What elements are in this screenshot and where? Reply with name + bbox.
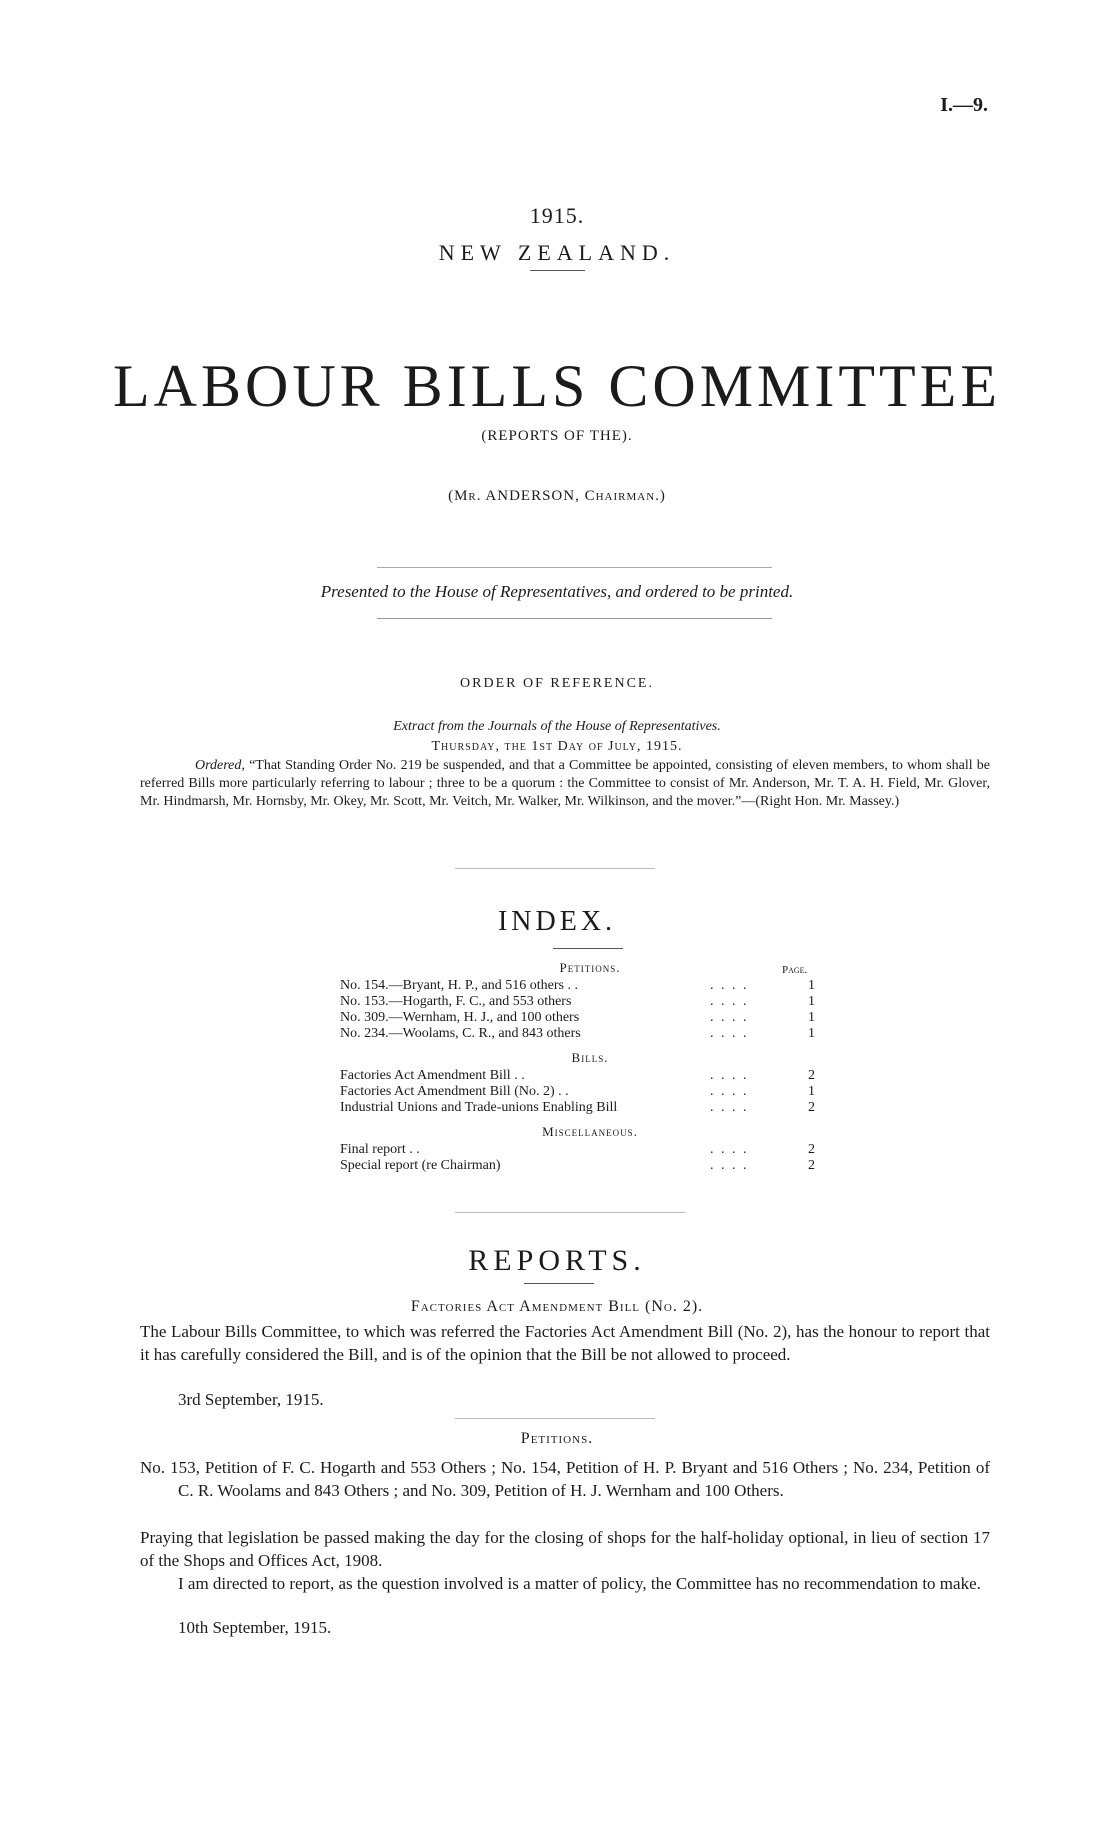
index-leader-dots: . . . . bbox=[710, 1158, 749, 1173]
index-row bbox=[340, 1142, 840, 1158]
index-row-page: 1 bbox=[808, 994, 815, 1009]
petitions-date: 10th September, 1915. bbox=[178, 1618, 332, 1637]
index-section-heading: Miscellaneous. bbox=[542, 1124, 638, 1139]
factories-date: 3rd September, 1915. bbox=[178, 1390, 324, 1409]
petitions-heading: Petitions. bbox=[520, 1430, 594, 1447]
index-leader-dots: . . . . bbox=[710, 1026, 749, 1041]
index-row bbox=[340, 1026, 840, 1042]
index-row bbox=[340, 1100, 840, 1116]
chairman: (Mr. ANDERSON, Chairman.) bbox=[448, 488, 666, 504]
presented-line: Presented to the House of Representatives, and ordered to be printed. bbox=[320, 582, 794, 601]
index-row-label: No. 309.—Wernham, H. J., and 100 others bbox=[340, 1010, 580, 1025]
index-leader-dots: . . . . bbox=[710, 1068, 749, 1083]
index-leader-dots: . . . . bbox=[710, 1142, 749, 1157]
country: NEW ZEALAND. bbox=[438, 240, 676, 265]
index-heading: INDEX. bbox=[497, 906, 617, 937]
index-row-label: Factories Act Amendment Bill . . bbox=[340, 1068, 525, 1083]
divider bbox=[530, 270, 585, 271]
index-row-label: No. 154.—Bryant, H. P., and 516 others . . bbox=[340, 978, 578, 993]
year: 1915. bbox=[529, 203, 585, 228]
divider bbox=[377, 567, 772, 568]
date-line: Thursday, the 1st Day of July, 1915. bbox=[431, 739, 683, 754]
index-row bbox=[340, 994, 840, 1010]
divider bbox=[553, 948, 623, 949]
page-title: LABOUR BILLS COMMITTEE bbox=[113, 353, 1001, 419]
factories-report: The Labour Bills Committee, to which was referred the Factories Act Amendment Bill (No. 2), has the honour to report that it has carefully considered the Bill, and is of the opinion that the Bill be not allowed to proceed. bbox=[140, 1322, 990, 1364]
index-row bbox=[340, 1068, 840, 1084]
index-leader-dots: . . . . bbox=[710, 1010, 749, 1025]
index-row-label: Special report (re Chairman) bbox=[340, 1158, 501, 1173]
index-row-page: 1 bbox=[808, 1010, 815, 1025]
index-section-heading: Bills. bbox=[571, 1050, 609, 1065]
ordered-label: Ordered, bbox=[195, 758, 245, 773]
index-row-label: Factories Act Amendment Bill (No. 2) . . bbox=[340, 1084, 569, 1099]
subtitle: (REPORTS OF THE). bbox=[481, 428, 633, 444]
document-reference: I.—9. bbox=[940, 94, 988, 116]
index-section-heading: Petitions. bbox=[559, 960, 621, 975]
index-row-page: 2 bbox=[808, 1142, 815, 1157]
index-row bbox=[340, 978, 840, 994]
reports-heading: REPORTS. bbox=[468, 1244, 646, 1277]
praying-paragraph: Praying that legislation be passed making the day for the closing of shops for the half-holiday optional, in lieu of section 17 of the Shops and Offices Act, 1908. bbox=[140, 1528, 990, 1570]
extract-line: Extract from the Journals of the House of Representatives. bbox=[393, 719, 721, 734]
index-row-label: No. 234.—Woolams, C. R., and 843 others bbox=[340, 1026, 581, 1041]
index-row-page: 2 bbox=[808, 1158, 815, 1173]
index-leader-dots: . . . . bbox=[710, 978, 749, 993]
divider bbox=[377, 618, 772, 619]
index-row bbox=[340, 1158, 840, 1174]
order-text bbox=[140, 757, 990, 811]
index-row-label: Final report . . bbox=[340, 1142, 420, 1157]
index-row-page: 2 bbox=[808, 1100, 815, 1115]
index-row-page: 1 bbox=[808, 1026, 815, 1041]
index-row-page: 1 bbox=[808, 978, 815, 993]
order-body: “That Standing Order No. 219 be suspended, and that a Committee be appointed, consisting of eleven members, to whom shall be referred Bills more particularly referring to labour ; three to be a quorum : the Committee to consist of Mr. Anderson, Mr. T. A. H. Field, Mr. Glover, Mr. Hindmarsh, Mr. Hornsby, Mr. Okey, Mr. Scott, Mr. Veitch, Mr. Walker, Mr. Wilkinson, and the mover.”—(Right Hon. Mr. Massey.) bbox=[140, 758, 990, 809]
index-leader-dots: . . . . bbox=[710, 994, 749, 1009]
index-leader-dots: . . . . bbox=[710, 1100, 749, 1115]
divider bbox=[455, 868, 655, 869]
factories-heading: Factories Act Amendment Bill (No. 2). bbox=[410, 1298, 704, 1315]
index-row bbox=[340, 1010, 840, 1026]
directed-paragraph: I am directed to report, as the question involved is a matter of policy, the Committee has no recommendation to make. bbox=[178, 1574, 981, 1593]
index-row-page: 1 bbox=[808, 1084, 815, 1099]
divider bbox=[524, 1283, 594, 1284]
divider bbox=[455, 1418, 655, 1419]
index-row-label: No. 153.—Hogarth, F. C., and 553 others bbox=[340, 994, 572, 1009]
page-column-label: Page. bbox=[782, 964, 808, 976]
index-row-label: Industrial Unions and Trade-unions Enabling Bill bbox=[340, 1100, 618, 1115]
order-of-reference-heading: ORDER OF REFERENCE. bbox=[460, 676, 654, 691]
petitions-list: No. 153, Petition of F. C. Hogarth and 553 Others ; No. 154, Petition of H. P. Bryant and 516 Others ; No. 234, Petition of C. R. Woolams and 843 Others ; and No. 309, Petition of H. J. Wernham and 100 Others. bbox=[140, 1458, 990, 1500]
index-row bbox=[340, 1084, 840, 1100]
divider bbox=[455, 1212, 685, 1213]
index-leader-dots: . . . . bbox=[710, 1084, 749, 1099]
index-row-page: 2 bbox=[808, 1068, 815, 1083]
